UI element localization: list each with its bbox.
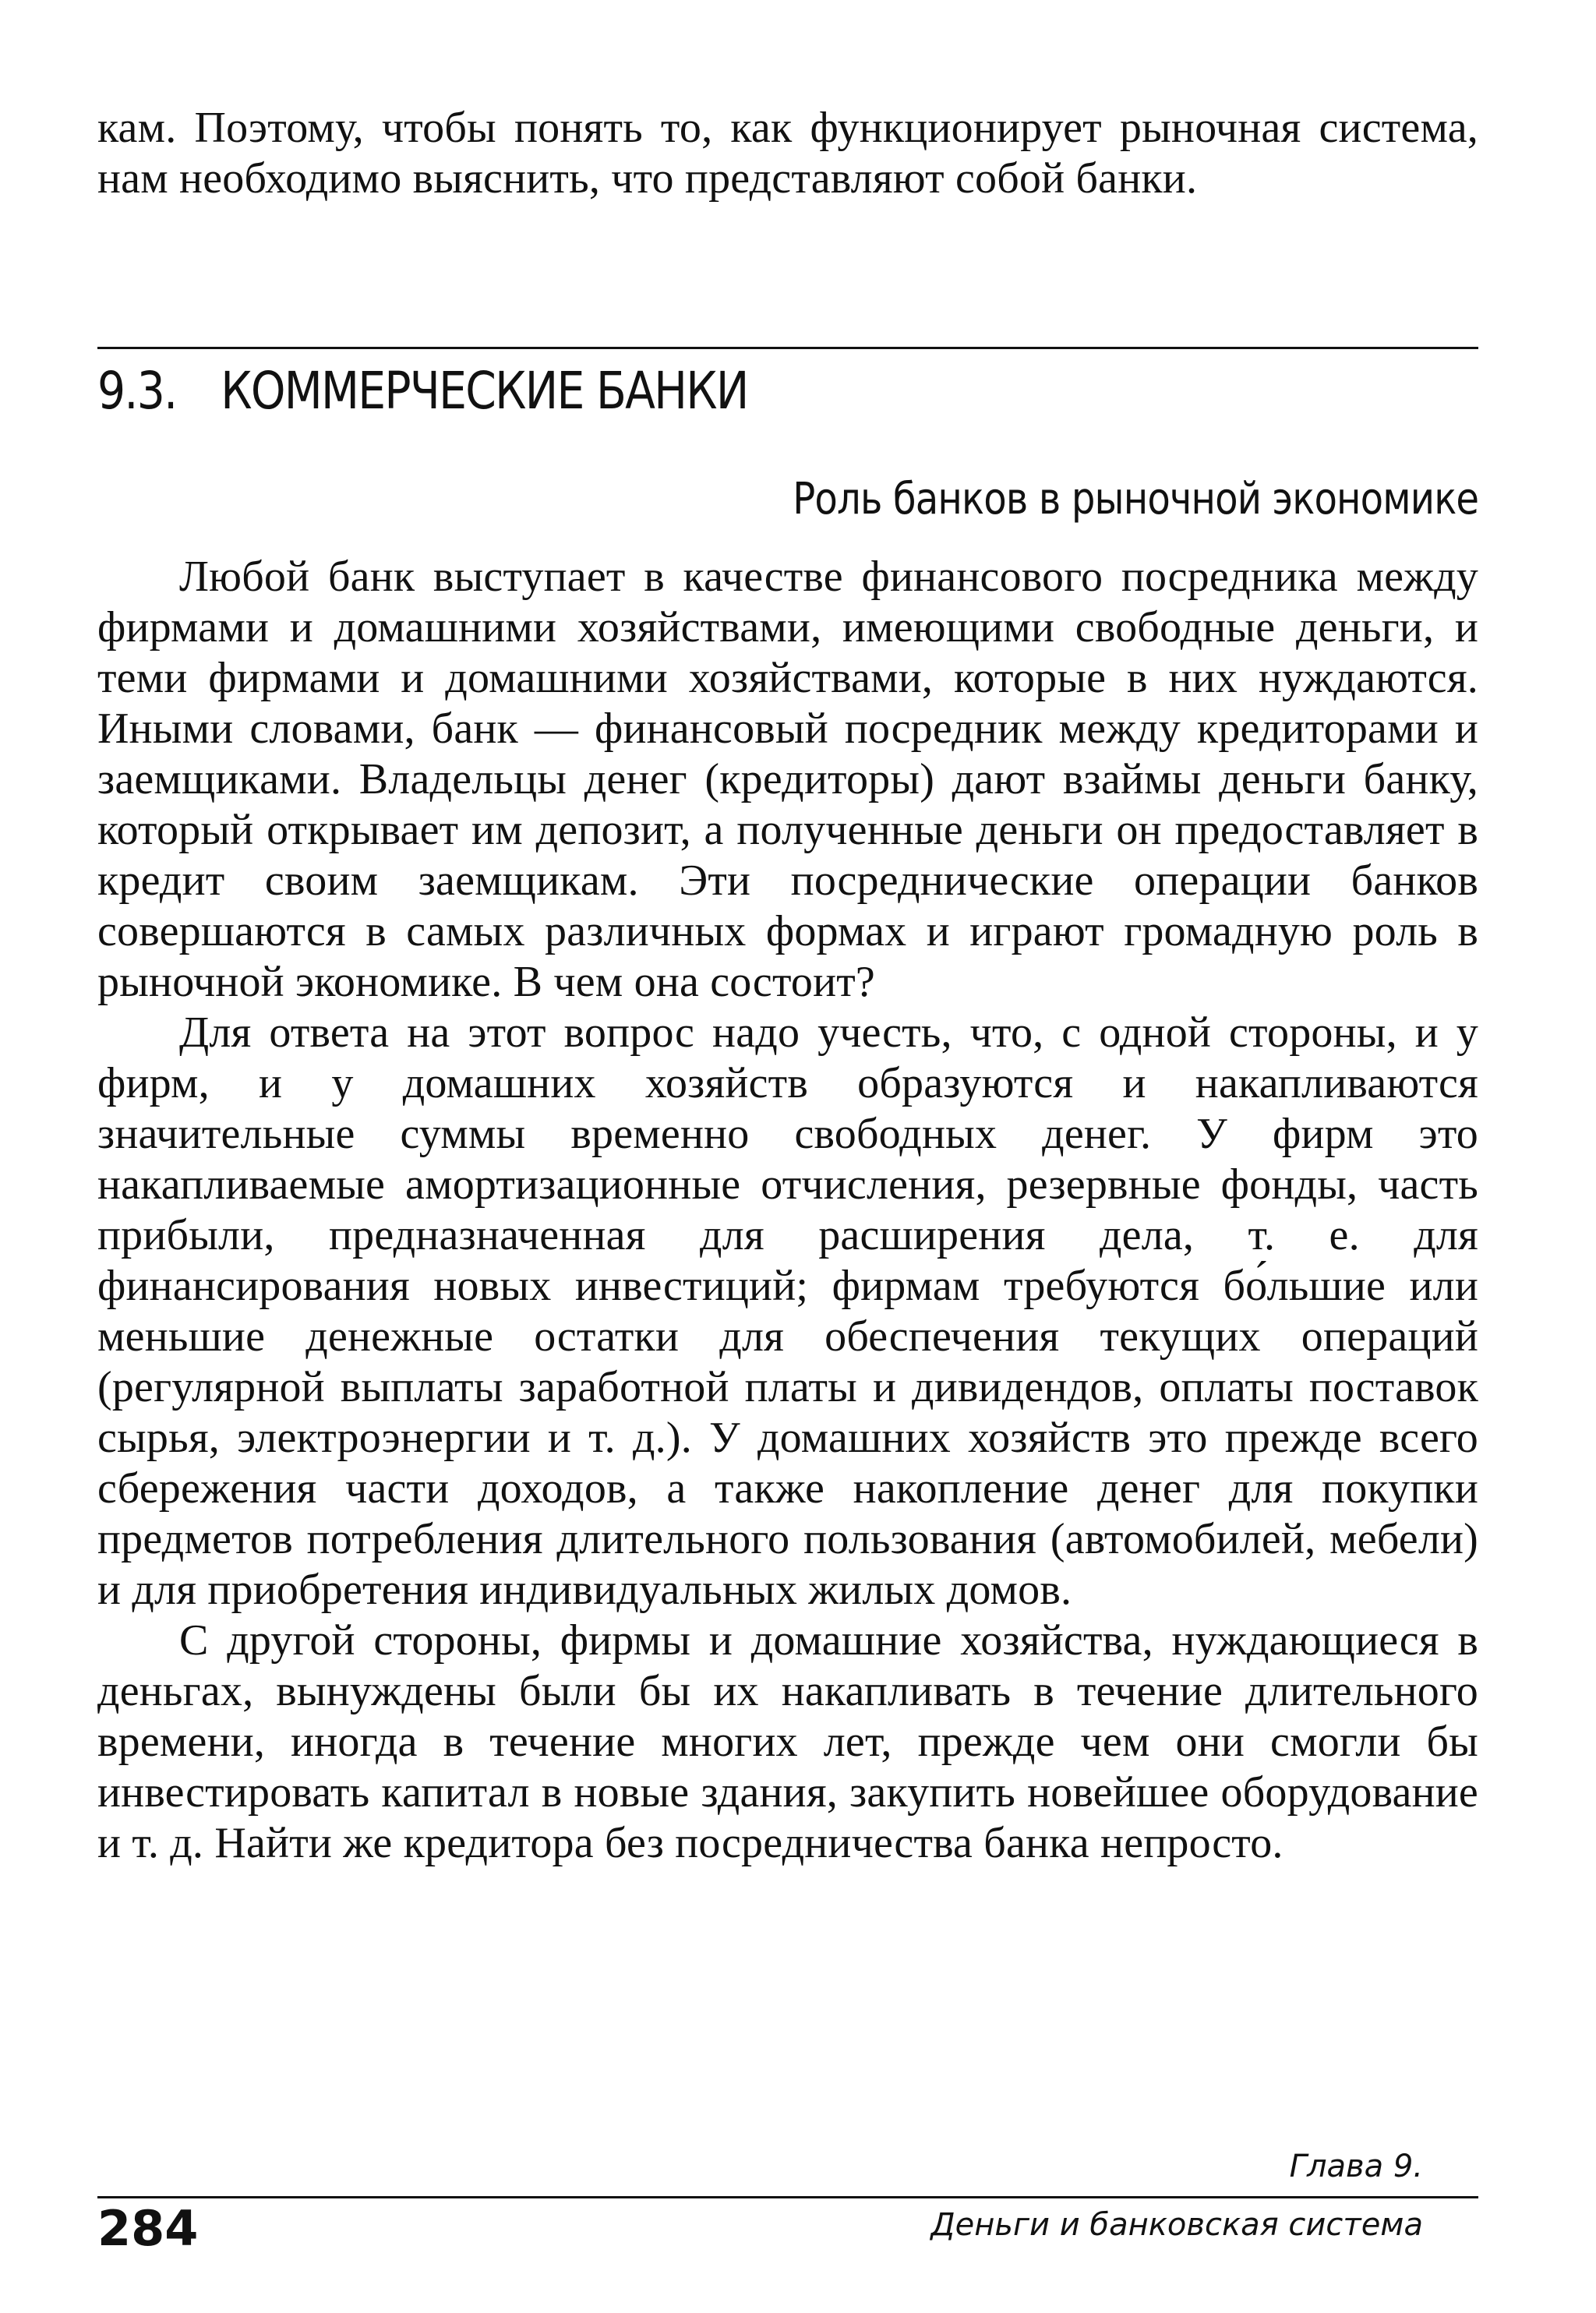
body-paragraph: Для ответа на этот вопрос надо учесть, что, с одной стороны, и у фирм, и у домашних хозяйств образуются и накапливаются значительные суммы временно свободных денег. У фирм это накапливаемые амортизационные отчисления, резервные фонды, часть прибыли, предназначенная для расширения дела, т. е. для финансирования новых инвестиций; фирмам требуются бо́льшие или меньшие денежные остатки для обеспечения текущих операций (регулярной выплаты заработной платы и дивидендов, оплаты поставок сырья, электроэнергии и т. д.). У домашних хозяйств это прежде всего сбережения части доходов, а также накопление денег для покупки предметов потребления длительного пользования (автомобилей, мебели) и для приобретения индивидуальных жилых домов. bbox=[97, 1008, 1478, 1614]
subsection-title: Роль банков в рыночной экономике bbox=[793, 474, 1478, 524]
body-paragraph: Любой банк выступает в качестве финансового посредника между фирмами и домашними хозяйствами, имеющими свободные деньги, и теми фирмами и домашними хозяйствами, которые в них нуждаются. Иными словами, банк — финансовый посредник между кредиторами и заемщиками. Владельцы денег (кредиторы) дают взаймы деньги банку, который открывает им депозит, а полученные деньги он предоставляет в кредит своим заемщикам. Эти посреднические операции банков совершаются в самых различных формах и играют громадную роль в рыночной экономике. В чем она состоит? bbox=[97, 553, 1478, 1006]
footer-chapter-title: Деньги и банковская система bbox=[930, 2207, 1423, 2243]
body-paragraph: С другой стороны, фирмы и домашние хозяйства, нуждающиеся в деньгах, вынуждены были бы их накапливать в течение длительного времени, иногда в течение многих лет, прежде чем они смогли бы инвестировать капитал в новые здания, закупить новейшее оборудование и т. д. Найти же кредитора без посредничества банка непросто. bbox=[97, 1616, 1478, 1867]
footer-divider bbox=[97, 2196, 1478, 2198]
page-number: 284 bbox=[97, 2200, 199, 2257]
section-divider bbox=[97, 347, 1478, 349]
section-number: 9.3. bbox=[97, 361, 177, 421]
footer-chapter-label: Глава 9. bbox=[1289, 2149, 1423, 2184]
body-text bbox=[97, 552, 1478, 1869]
section-title: КОММЕРЧЕСКИЕ БАНКИ bbox=[221, 361, 748, 421]
intro-paragraph: кам. Поэтому, чтобы понять то, как функционирует рыночная система, нам необходимо выяснить, что представляют собой банки. bbox=[97, 104, 1478, 203]
section-heading bbox=[97, 360, 748, 422]
